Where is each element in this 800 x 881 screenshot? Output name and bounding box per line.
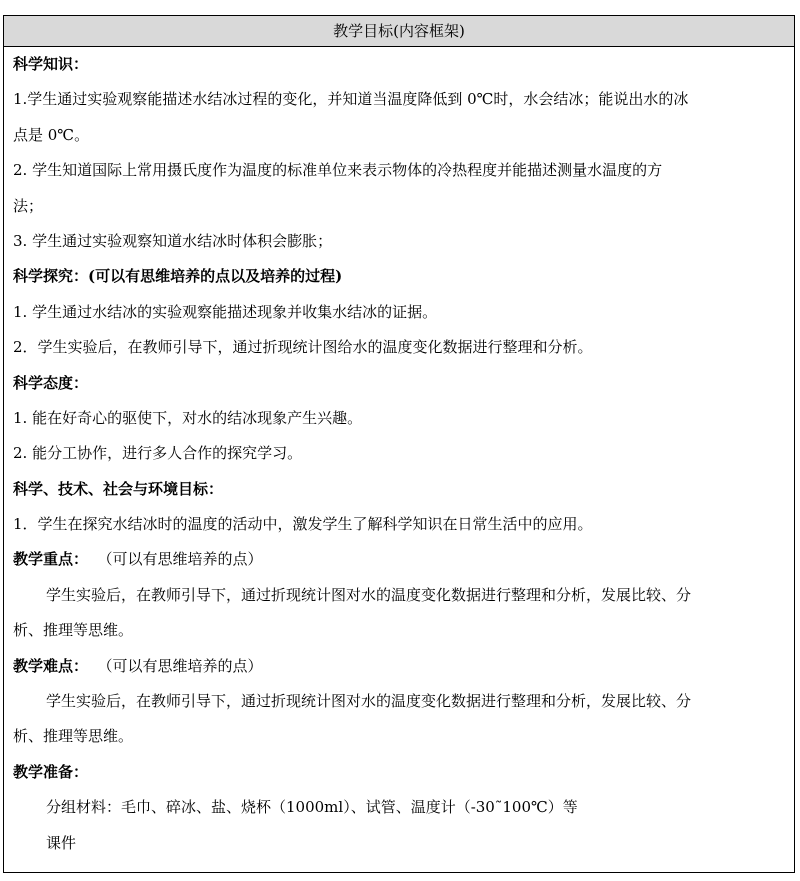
difficulty-heading: 教学难点： <box>13 656 89 675</box>
focus-heading-line <box>13 542 788 577</box>
difficulty-text-b: 析、推理等思维。 <box>13 727 134 746</box>
prep-heading: 教学准备： <box>13 762 89 781</box>
focus-heading: 教学重点： <box>13 550 89 569</box>
knowledge-item-3: 3. 学生通过实验观察知道水结冰时体积会膨胀； <box>13 231 333 250</box>
knowledge-item-1b: 点是 0℃。 <box>13 125 90 144</box>
prep-courseware: 课件 <box>46 833 77 852</box>
difficulty-note: （可以有思维培养的点） <box>88 656 263 675</box>
knowledge-item-2b: 法； <box>13 196 44 215</box>
table-body <box>4 47 794 861</box>
lesson-objectives-table <box>3 15 795 873</box>
inquiry-item-1: 1. 学生通过水结冰的实验观察能描述现象并收集水结冰的证据。 <box>13 302 438 321</box>
sts-item-1: 1．学生在探究水结冰时的温度的活动中，激发学生了解科学知识在日常生活中的应用。 <box>13 515 593 534</box>
inquiry-heading: 科学探究：(可以有思维培养的点以及培养的过程) <box>13 267 343 286</box>
inquiry-item-2: 2．学生实验后，在教师引导下，通过折现统计图给水的温度变化数据进行整理和分析。 <box>13 338 593 357</box>
attitude-item-1: 1. 能在好奇心的驱使下，对水的结冰现象产生兴趣。 <box>13 408 363 427</box>
prep-materials: 分组材料：毛巾、碎冰、盐、烧杯（1000ml）、试管、温度计（-30˜100℃）等 <box>46 798 578 817</box>
focus-text-a: 学生实验后，在教师引导下，通过折现统计图对水的温度变化数据进行整理和分析，发展比较、分 <box>46 585 692 604</box>
difficulty-text-a: 学生实验后，在教师引导下，通过折现统计图对水的温度变化数据进行整理和分析，发展比较、分 <box>46 692 692 711</box>
knowledge-heading: 科学知识： <box>13 55 89 73</box>
focus-note: （可以有思维培养的点） <box>88 550 263 569</box>
attitude-item-2: 2. 能分工协作，进行多人合作的探究学习。 <box>13 444 303 463</box>
knowledge-item-2a: 2. 学生知道国际上常用摄氏度作为温度的标准单位来表示物体的冷热程度并能描述测量水温度的方 <box>13 161 663 180</box>
knowledge-item-1a: 1.学生通过实验观察能描述水结冰过程的变化，并知道当温度降低到 0℃时，水会结冰；能说出水的冰 <box>13 90 689 109</box>
table-header: 教学目标(内容框架) <box>4 16 794 47</box>
difficulty-heading-line <box>13 649 788 684</box>
attitude-heading: 科学态度： <box>13 373 89 392</box>
sts-heading: 科学、技术、社会与环境目标： <box>13 479 224 498</box>
focus-text-b: 析、推理等思维。 <box>13 621 134 640</box>
